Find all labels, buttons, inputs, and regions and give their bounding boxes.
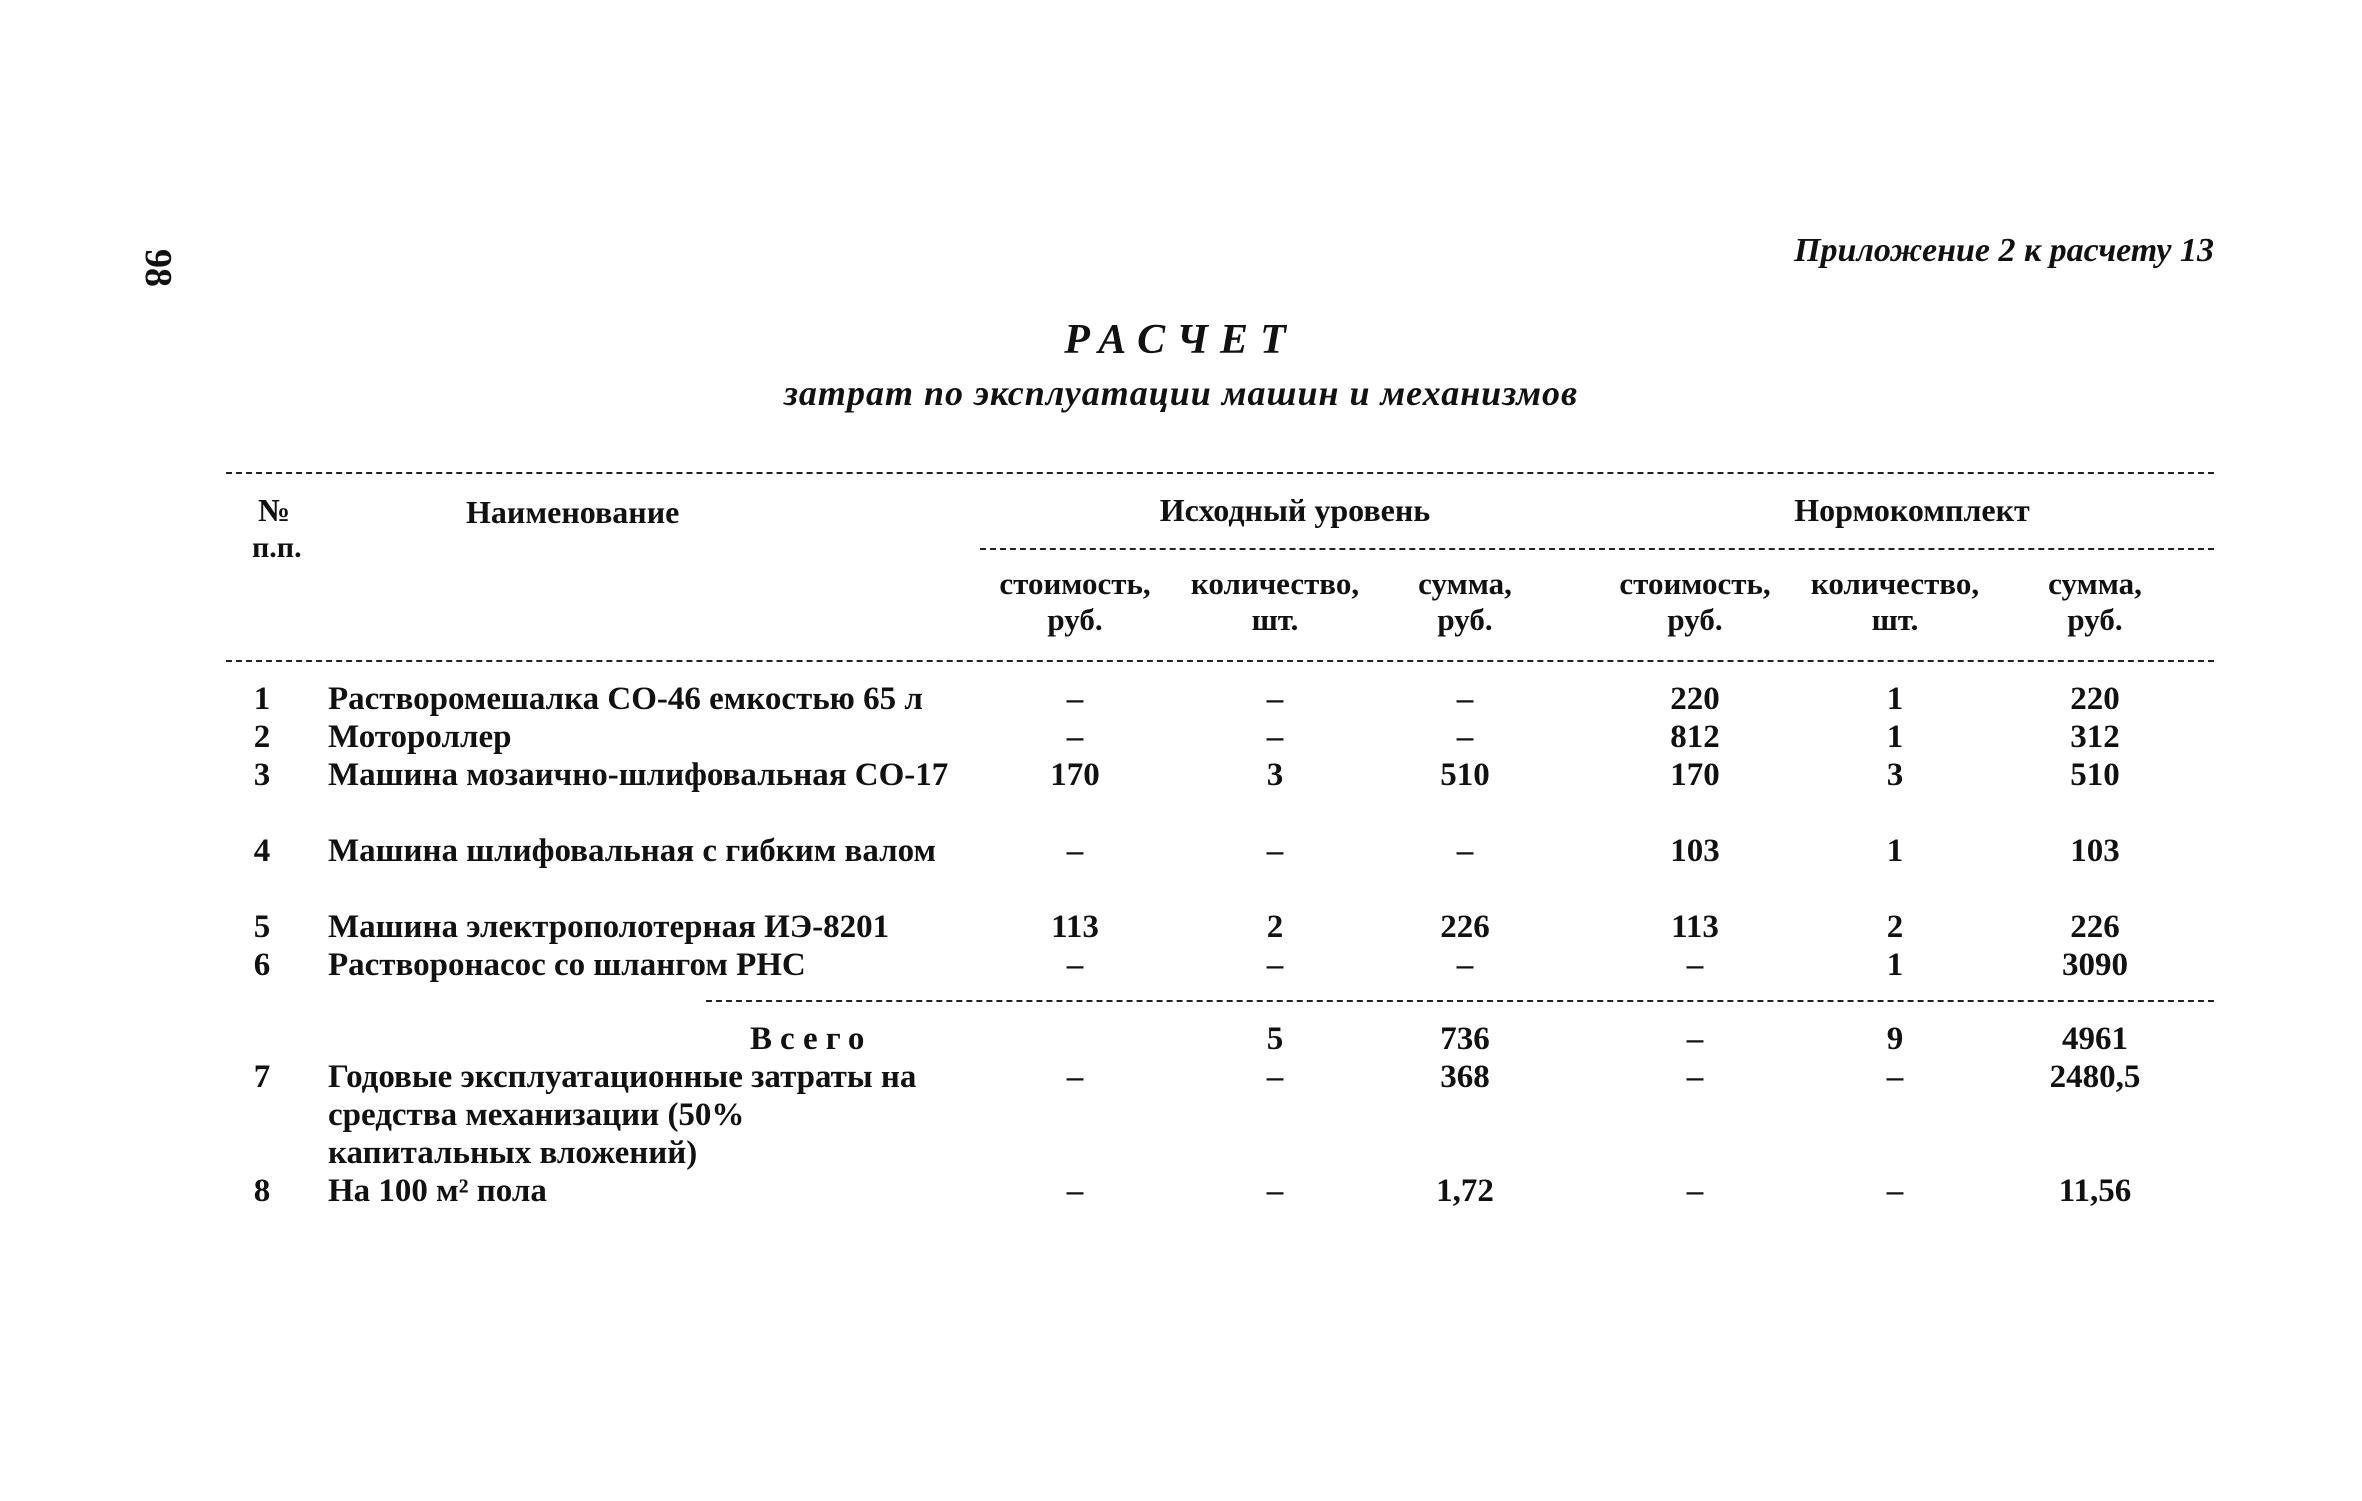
header-num-2: п.п. xyxy=(252,531,302,564)
row-value: 103 xyxy=(2070,833,2120,869)
row-value: – xyxy=(1266,719,1284,755)
column-header-4: стоимость, xyxy=(1619,566,1771,601)
row-value: – xyxy=(1456,681,1474,717)
header-num: № xyxy=(258,492,291,528)
row-value: 226 xyxy=(2070,909,2120,945)
row-name: Мотороллер xyxy=(328,719,512,755)
total-value: 9 xyxy=(1886,1021,1904,1057)
row-value: 220 xyxy=(1670,681,1720,717)
row-value: – xyxy=(1066,1059,1084,1095)
header-name: Наименование xyxy=(466,494,680,530)
row-value: 2 xyxy=(1266,909,1284,945)
column-header-6: сумма, xyxy=(2048,566,2142,601)
row-value: 1 xyxy=(1886,681,1904,717)
row-name: Машина шлифовальная с гибким валом xyxy=(328,833,937,869)
table-top-rule xyxy=(226,472,2214,474)
row-number: 2 xyxy=(253,719,271,755)
row-value: – xyxy=(1066,681,1084,717)
row-value: 170 xyxy=(1670,757,1720,793)
header-group-initial: Исходный уровень xyxy=(1159,492,1431,528)
column-header-5-unit: шт. xyxy=(1871,602,1919,637)
row-name: На 100 м² пола xyxy=(328,1173,547,1209)
page-number: 98 xyxy=(137,249,179,287)
document-title: РАСЧЕТ xyxy=(1064,317,1298,363)
row-value: – xyxy=(1686,947,1704,983)
row-name: Растворонасос со шлангом РНС xyxy=(328,947,806,983)
row-value: 1 xyxy=(1886,947,1904,983)
row-value: 368 xyxy=(1440,1059,1490,1095)
appendix-label: Приложение 2 к расчету 13 xyxy=(1794,232,2214,269)
row-name: Машина мозаично-шлифовальная СО-17 xyxy=(328,757,949,793)
row-value: – xyxy=(1686,1059,1704,1095)
row-name: Годовые эксплуатационные затраты на средства механизации (50% капитальных вложений) xyxy=(328,1059,917,1171)
row-value: – xyxy=(1066,719,1084,755)
row-value: 1 xyxy=(1886,719,1904,755)
column-header-4-unit: руб. xyxy=(1667,602,1723,637)
total-label: Всего xyxy=(750,1021,873,1057)
row-value: 3 xyxy=(1886,757,1904,793)
column-header-2: количество, xyxy=(1190,566,1360,601)
row-value: 103 xyxy=(1670,833,1720,869)
header-group-rule xyxy=(980,548,2214,550)
row-name: Машина электрополотерная ИЭ-8201 xyxy=(328,909,890,945)
row-number: 3 xyxy=(253,757,271,793)
row-value: 2480,5 xyxy=(2049,1059,2141,1095)
row-value: 226 xyxy=(1440,909,1490,945)
row-value: 312 xyxy=(2070,719,2120,755)
row-value: – xyxy=(1266,947,1284,983)
row-value: – xyxy=(1266,833,1284,869)
row-value: 3 xyxy=(1266,757,1284,793)
row-value: 812 xyxy=(1670,719,1720,755)
row-value: – xyxy=(1886,1173,1904,1209)
row-value: – xyxy=(1066,833,1084,869)
row-value: – xyxy=(1066,1173,1084,1209)
row-value: 113 xyxy=(1051,909,1099,945)
row-value: 11,56 xyxy=(2058,1173,2132,1209)
row-value: – xyxy=(1066,947,1084,983)
column-header-2-unit: шт. xyxy=(1251,602,1299,637)
row-number: 6 xyxy=(253,947,271,983)
row-value: – xyxy=(1686,1173,1704,1209)
row-value: 1 xyxy=(1886,833,1904,869)
row-value: 510 xyxy=(2070,757,2120,793)
row-value: 510 xyxy=(1440,757,1490,793)
column-header-1-unit: руб. xyxy=(1047,602,1103,637)
row-value: – xyxy=(1266,681,1284,717)
total-value: – xyxy=(1686,1021,1704,1057)
row-value: 2 xyxy=(1886,909,1904,945)
row-number: 1 xyxy=(253,681,271,717)
column-header-6-unit: руб. xyxy=(2067,602,2123,637)
column-header-3-unit: руб. xyxy=(1437,602,1493,637)
row-value: 220 xyxy=(2070,681,2120,717)
row-value: – xyxy=(1456,719,1474,755)
row-value: – xyxy=(1266,1059,1284,1095)
subtotal-rule xyxy=(706,1000,2214,1002)
total-value: 736 xyxy=(1440,1021,1490,1057)
row-value: 170 xyxy=(1050,757,1100,793)
header-group-normkit: Нормокомплект xyxy=(1794,492,2030,528)
total-value: 5 xyxy=(1266,1021,1284,1057)
column-header-3: сумма, xyxy=(1418,566,1512,601)
row-number: 8 xyxy=(253,1173,271,1209)
row-number: 4 xyxy=(253,833,271,869)
row-value: 113 xyxy=(1671,909,1719,945)
column-header-1: стоимость, xyxy=(999,566,1151,601)
column-header-5: количество, xyxy=(1810,566,1980,601)
row-value: 1,72 xyxy=(1436,1173,1494,1209)
row-value: – xyxy=(1886,1059,1904,1095)
row-value: – xyxy=(1456,947,1474,983)
row-number: 5 xyxy=(253,909,271,945)
row-value: – xyxy=(1266,1173,1284,1209)
row-value: – xyxy=(1456,833,1474,869)
document-subtitle: затрат по эксплуатации машин и механизмов xyxy=(783,373,1579,413)
row-number: 7 xyxy=(253,1059,271,1095)
header-bottom-rule xyxy=(226,660,2214,662)
row-value: 3090 xyxy=(2062,947,2128,983)
total-value: 4961 xyxy=(2062,1021,2128,1057)
row-name: Растворомешалка СО-46 емкостью 65 л xyxy=(328,681,923,717)
